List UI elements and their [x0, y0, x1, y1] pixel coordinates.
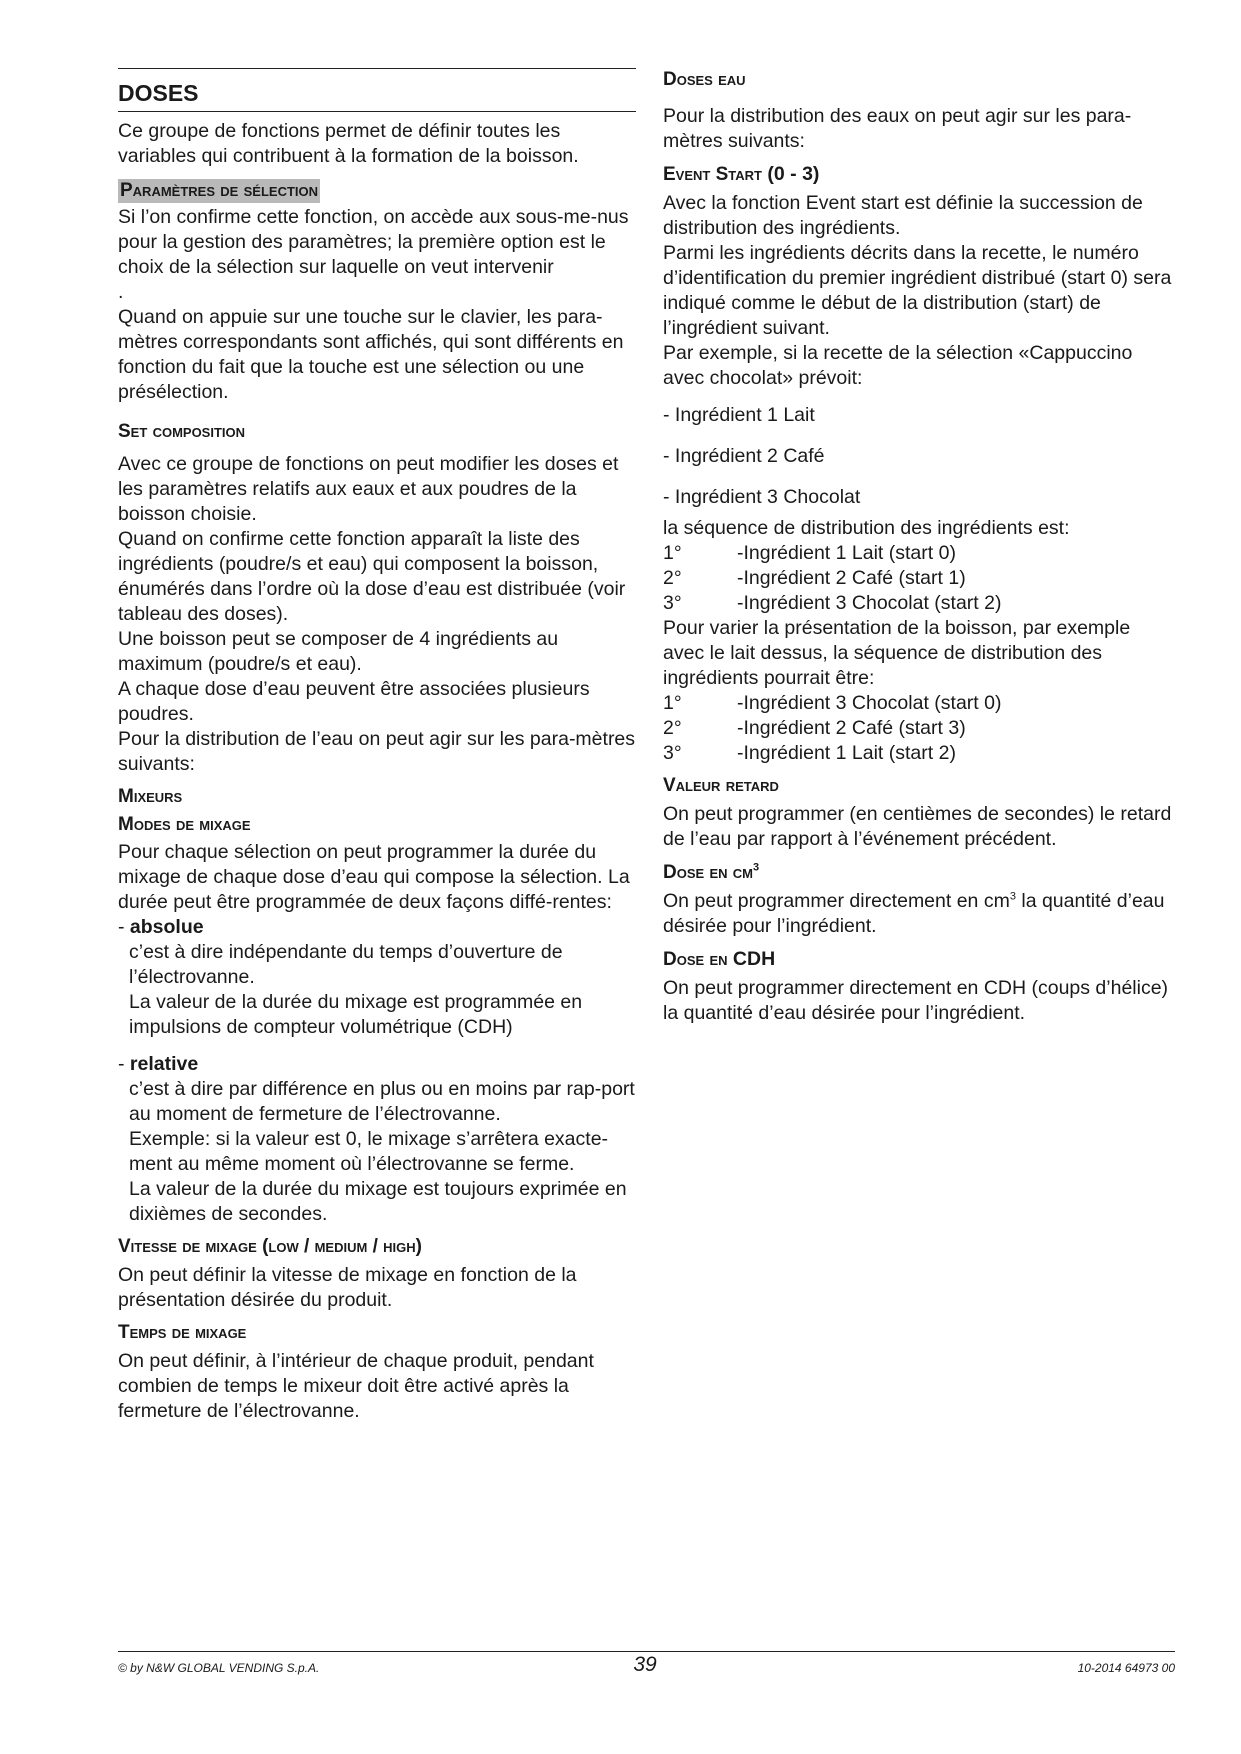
sequence-1-intro: la séquence de distribution des ingrédients est: [663, 517, 1070, 539]
doses-eau-paragraph: Pour la distribution des eaux on peut agir sur les para-mètres suivants: [663, 105, 1132, 152]
relative-line-3: La valeur de la durée du mixage est toujours exprimée en dixièmes de secondes. [129, 1178, 627, 1225]
cdh-paragraph: On peut programmer directement en CDH (coups d’hélice) la quantité d’eau désirée pour l’ingrédient. [663, 977, 1169, 1024]
absolue-dash: - [118, 916, 130, 938]
sequence-number: 2° [663, 717, 682, 739]
sequence-row [663, 566, 1175, 591]
dose-cdh-heading-text: Dose en [663, 949, 728, 970]
sequence-row [663, 741, 1175, 766]
heading-dose-cdh [663, 947, 1175, 972]
setcomp-paragraph-1: Avec ce groupe de fonctions on peut modifier les doses et les paramètres relatifs aux eaux et aux poudres de la boisson choisie. [118, 453, 619, 525]
setcomp-paragraph-3: Une boisson peut se composer de 4 ingrédients au maximum (poudre/s et eau). [118, 628, 559, 675]
sequence-row [663, 691, 1175, 716]
parametres-paragraph-2: Quand on appuie sur une touche sur le clavier, les para-mètres correspondants sont affichés, qui sont différents en fonction du fait que la touche est une sélection ou une présélection. [118, 306, 624, 403]
event-start-heading-text: Event Start [663, 164, 762, 185]
heading-set-composition: Set composition [118, 421, 246, 442]
absolue-entry [118, 915, 636, 1040]
sequence-text: -Ingrédient 1 Lait (start 0) [737, 542, 956, 564]
intro-paragraph: Ce groupe de fonctions permet de définir toutes les variables qui contribuent à la formation de la boisson. [118, 120, 579, 167]
heading-doses-eau: Doses eau [663, 69, 746, 90]
sequence-number: 1° [663, 542, 682, 564]
dose-cdh-heading-plain: CDH [727, 948, 776, 970]
modes-paragraph: Pour chaque sélection on peut programmer la durée du mixage de chaque dose d’eau qui compose la sélection. La durée peut être programmée de deux façons diffé-rentes: [118, 841, 630, 913]
recipe-item: - Ingrédient 1 Lait [663, 404, 815, 426]
sequence-row [663, 541, 1175, 566]
sequence-row [663, 591, 1175, 616]
recipe-item: - Ingrédient 3 Chocolat [663, 486, 861, 508]
recipe-item: - Ingrédient 2 Café [663, 445, 825, 467]
heading-vitesse-mixage: Vitesse de mixage (low / medium / high) [118, 1236, 422, 1257]
sequence-2-intro: Pour varier la présentation de la boisson, par exemple avec le lait dessus, la séquence de distribution des ingrédients pourrait être: [663, 617, 1131, 689]
absolue-line-2: La valeur de la durée du mixage est programmée en impulsions de compteur volumétrique (CDH) [129, 991, 583, 1038]
dose-cm3-heading-sup: 3 [753, 861, 760, 874]
absolue-line-1: c’est à dire indépendante du temps d’ouverture de l’électrovanne. [129, 941, 563, 988]
event-paragraph-3: Par exemple, si la recette de la sélection «Cappuccino avec chocolat» prévoit: [663, 342, 1133, 389]
relative-line-2: Exemple: si la valeur est 0, le mixage s’arrêtera exacte-ment au même moment où l’électrovanne se ferme. [129, 1128, 609, 1175]
parametres-dot: . [118, 281, 124, 303]
setcomp-paragraph-4: A chaque dose d’eau peuvent être associées plusieurs poudres. [118, 678, 590, 725]
event-paragraph-1: Avec la fonction Event start est définie la succession de distribution des ingrédients. [663, 192, 1143, 239]
cm3-paragraph [663, 889, 1175, 939]
sequence-number: 2° [663, 567, 682, 589]
right-column [663, 68, 1175, 1026]
relative-label: relative [129, 1053, 199, 1075]
parametres-paragraph-1: Si l’on confirme cette fonction, on accède aux sous-me-nus pour la gestion des paramètres; la première option est le choix de la sélection sur laquelle on veut intervenir [118, 206, 629, 278]
sequence-number: 3° [663, 592, 682, 614]
setcomp-paragraph-5: Pour la distribution de l’eau on peut agir sur les para-mètres suivants: [118, 728, 636, 775]
heading-dose-cm3 [663, 860, 1175, 885]
vitesse-paragraph: On peut définir la vitesse de mixage en fonction de la présentation désirée du produit. [118, 1264, 577, 1311]
heading-valeur-retard: Valeur retard [663, 775, 779, 796]
cm3-paragraph-part-a: On peut programmer directement en cm [663, 890, 1010, 912]
page-number: 39 [633, 1653, 657, 1676]
setcomp-paragraph-2: Quand on confirme cette fonction apparaît la liste des ingrédients (poudre/s et eau) qui composent la boisson, énumérés dans l’ordre où la dose d’eau est distribuée (voir tableau des doses). [118, 528, 626, 625]
sequence-text: -Ingrédient 3 Chocolat (start 2) [737, 592, 1002, 614]
sequence-text: -Ingrédient 2 Café (start 1) [737, 567, 966, 589]
heading-temps-mixage: Temps de mixage [118, 1322, 247, 1343]
event-start-heading-range: (0 - 3) [762, 163, 820, 185]
cm3-paragraph-part-b: la quantité d’eau désirée pour l’ingrédient. [663, 890, 1165, 937]
left-column [118, 68, 636, 1424]
absolue-label: absolue [129, 916, 204, 938]
heading-modes-mixage: Modes de mixage [118, 814, 251, 835]
dose-cm3-heading-text: Dose en cm [663, 862, 754, 883]
footer-doc-code: 10-2014 64973 00 [1077, 1661, 1175, 1675]
sequence-text: -Ingrédient 1 Lait (start 2) [737, 742, 956, 764]
heading-event-start [663, 162, 1175, 187]
relative-dash: - [118, 1053, 130, 1075]
temps-paragraph: On peut définir, à l’intérieur de chaque produit, pendant combien de temps le mixeur doit être activé après la fermeture de l’électrovanne. [118, 1350, 594, 1422]
relative-entry [118, 1052, 636, 1227]
heading-parametres-selection: Paramètres de sélection [120, 180, 319, 201]
event-paragraph-2: Parmi les ingrédients décrits dans la recette, le numéro d’identification du premier ingrédient distribué (start 0) sera indiqué comme le début de la distribution (start) de l’ingrédient suivant. [663, 242, 1172, 339]
footer-copyright: © by N&W GLOBAL VENDING S.p.A. [118, 1661, 320, 1675]
relative-line-1: c’est à dire par différence en plus ou en moins par rap-port au moment de fermeture de l’électrovanne. [129, 1078, 635, 1125]
retard-paragraph: On peut programmer (en centièmes de secondes) le retard de l’eau par rapport à l’événement précédent. [663, 803, 1172, 850]
sequence-row [663, 716, 1175, 741]
section-title: DOSES [118, 69, 636, 112]
cm3-paragraph-sup: 3 [1009, 890, 1016, 903]
sequence-text: -Ingrédient 3 Chocolat (start 0) [737, 692, 1002, 714]
heading-mixeurs: Mixeurs [118, 786, 183, 807]
sequence-number: 3° [663, 742, 682, 764]
sequence-number: 1° [663, 692, 682, 714]
footer-rule [118, 1651, 1175, 1652]
sequence-text: -Ingrédient 2 Café (start 3) [737, 717, 966, 739]
